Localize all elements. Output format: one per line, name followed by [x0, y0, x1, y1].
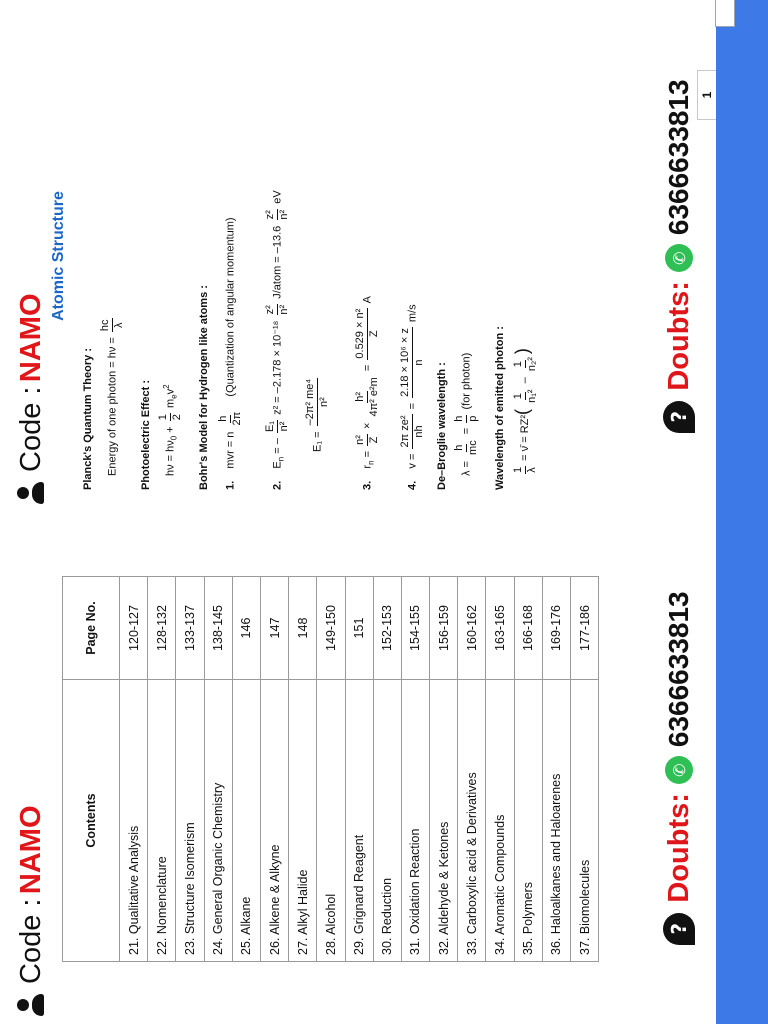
table-row [317, 577, 345, 962]
bohr-num-1: 1. [224, 480, 237, 490]
bohr-eq-1 [218, 217, 243, 490]
contents-header: Contents [63, 680, 120, 962]
footer-bar [716, 512, 768, 1024]
bohr-e3-fraction-1 [355, 434, 380, 446]
table-row [232, 577, 260, 962]
bohr-e4-unit: m/s [406, 304, 419, 323]
page-number: 1 [697, 70, 716, 120]
photo-plus: + [164, 426, 177, 433]
doubts-label: Doubts: [662, 281, 695, 391]
code-header [6, 293, 56, 504]
bohr-e1b-num: –2π² me⁴ [304, 378, 316, 426]
page-no-cell: 149-150 [317, 577, 345, 680]
page-no-cell: 154-155 [401, 577, 429, 680]
wavelength-open-paren: ( [512, 408, 532, 415]
bohr-e3-fraction-3 [355, 308, 380, 360]
wavelength-mid: = ν̄ = RZ² [519, 414, 531, 461]
wavelength-b-den: n₂² [525, 357, 538, 372]
debroglie-eq: = [460, 427, 473, 435]
bohr-e1-note: (Quantization of angular momentum) [224, 217, 237, 397]
bohr-e3-eq: = [361, 450, 374, 458]
debroglie-note: (for photon) [460, 352, 473, 410]
bohr-heading: Bohr's Model for Hydrogen like atoms : [198, 285, 210, 490]
bohr-e3-f3-num: 0.529 × n² [354, 308, 366, 359]
page-no-cell: 166-168 [514, 577, 542, 680]
bohr-e1b-lhs: E₁ = [311, 431, 324, 452]
page-no-cell: 128-132 [148, 577, 176, 680]
planck-prefix: Energy of one photon = hν = [106, 337, 119, 476]
bohr-e3-unit: A [361, 295, 374, 304]
page-no-cell: 169-176 [542, 577, 570, 680]
debroglie-f2-num: h [453, 415, 465, 422]
code-name: NAMO [14, 805, 47, 895]
bohr-num-3: 3. [361, 480, 374, 490]
doubts-banner [642, 0, 716, 512]
bohr-e4-eq: = [406, 402, 419, 410]
page-no-cell: 156-159 [430, 577, 458, 680]
bohr-e3-lhs: r [361, 464, 374, 469]
code-label: Code : [14, 898, 47, 984]
contents-cell: 37. Biomolecules [571, 680, 599, 962]
table-row [148, 577, 176, 962]
photo-m-sub: e [169, 394, 179, 399]
bohr-e2-lhs-sub: n [276, 456, 286, 462]
page-no-header: Page No. [63, 577, 120, 680]
bohr-e3-f1-den: Z [368, 436, 380, 444]
photoelectric-heading: Photoelectric Effect : [140, 379, 152, 490]
code-label: Code : [14, 386, 47, 472]
contents-cell: 27. Alkyl Halide [289, 680, 317, 962]
page-no-cell: 133-137 [176, 577, 204, 680]
bohr-e4-fraction-2 [400, 327, 425, 398]
page-no-cell: 148 [289, 577, 317, 680]
question-bubble-icon: ? [663, 913, 695, 945]
contents-cell: 36. Haloalkanes and Haloarenes [542, 680, 570, 962]
bohr-num-2: 2. [271, 480, 284, 490]
page-no-cell: 163-165 [486, 577, 514, 680]
wavelength-lhs-den: λ [525, 467, 538, 473]
bohr-e3-fraction-2 [355, 376, 380, 417]
photo-num: 1 [157, 414, 169, 421]
contents-table [62, 576, 599, 962]
person-logo-icon [17, 994, 45, 1016]
bohr-e1-fraction [218, 411, 243, 427]
table-row [458, 577, 486, 962]
wavelength-equation [512, 348, 538, 476]
wavelength-fraction-b [513, 356, 538, 372]
table-row [542, 577, 570, 962]
code-header [6, 805, 56, 1016]
whatsapp-icon: ✆ [665, 244, 693, 272]
page-no-cell: 151 [345, 577, 373, 680]
contents-cell: 23. Structure Isomerism [176, 680, 204, 962]
wavelength-lhs-fraction [513, 466, 538, 474]
photo-den: 2 [171, 414, 183, 421]
photoelectric-equation [158, 384, 183, 476]
phone-number: 6366633813 [663, 79, 694, 236]
bohr-e3-times: × [361, 422, 374, 430]
person-logo-icon [17, 482, 45, 504]
code-name: NAMO [14, 293, 47, 383]
bohr-e4-lhs: v = [406, 453, 419, 469]
table-row [345, 577, 373, 962]
wavelength-lhs-num: 1 [511, 466, 524, 473]
contents-cell: 29. Grignard Reagent [345, 680, 373, 962]
bohr-e3-f3-den: Z [368, 330, 380, 338]
contents-cell: 26. Alkene & Alkyne [260, 680, 288, 962]
page-no-cell: 146 [232, 577, 260, 680]
contents-cell: 21. Qualitative Analysis [120, 680, 148, 962]
contents-cell: 22. Nomenclature [148, 680, 176, 962]
table-row [260, 577, 288, 962]
contents-cell: 35. Polymers [514, 680, 542, 962]
debroglie-f2-den: p [467, 415, 479, 422]
wavelength-fraction-a [513, 388, 538, 404]
footer-tab [715, 0, 735, 27]
wavelength-minus: – [519, 377, 531, 384]
bohr-e1b-fraction [305, 378, 330, 427]
toc-page [0, 512, 768, 1024]
planck-num: hc [99, 319, 111, 332]
bohr-e3-f1-num: n² [354, 435, 366, 445]
photo-v: v [164, 388, 177, 395]
wavelength-a-den: n₁² [525, 389, 538, 403]
debroglie-f1-num: h [453, 444, 465, 451]
photo-fraction [158, 413, 183, 421]
bohr-e4-f2-den: n [413, 359, 425, 366]
bohr-e2-lhs: E [271, 461, 284, 469]
contents-cell: 30. Reduction [373, 680, 401, 962]
wavelength-close-paren: ) [512, 348, 532, 355]
bohr-e2-f2-den: n² [278, 304, 290, 315]
bohr-e2-f3-num: z² [264, 210, 276, 220]
footer-bar [716, 0, 768, 512]
table-row [571, 577, 599, 962]
contents-cell: 28. Alcohol [317, 680, 345, 962]
bohr-e2-eq: = – [271, 438, 284, 454]
contents-cell: 31. Oxidation Reaction [401, 680, 429, 962]
debroglie-fraction-1 [454, 439, 479, 456]
wavelength-b-num: 1 [511, 361, 524, 368]
debroglie-fraction-2 [454, 415, 479, 423]
table-row [176, 577, 204, 962]
wavelength-a-num: 1 [511, 393, 524, 400]
bohr-num-4: 4. [406, 480, 419, 490]
page-no-cell: 177-186 [571, 577, 599, 680]
contents-cell: 34. Aromatic Compounds [486, 680, 514, 962]
table-row [289, 577, 317, 962]
table-row [373, 577, 401, 962]
page-title: Atomic Structure [50, 191, 67, 321]
bohr-eq-3 [355, 296, 380, 490]
bohr-e4-f1-num: 2π ze² [399, 415, 411, 448]
planck-heading: Planck's Quantum Theory : [82, 348, 94, 490]
page-no-cell: 160-162 [458, 577, 486, 680]
bohr-e3-f2-den: 4π² e²m [368, 377, 380, 417]
bohr-e2-fraction-3 [265, 209, 290, 221]
planck-equation [100, 316, 125, 476]
bohr-e1-energy [305, 376, 330, 452]
planck-den: λ [113, 322, 125, 329]
bohr-eq-4 [400, 304, 425, 490]
page-no-cell: 120-127 [120, 577, 148, 680]
debroglie-lhs: λ = [460, 461, 473, 476]
doubts-banner [642, 512, 716, 1024]
bohr-e2-f1-num: E₁ [264, 420, 276, 433]
table-row [401, 577, 429, 962]
contents-cell: 24. General Organic Chemistry [204, 680, 232, 962]
bohr-e1-num: h [217, 415, 229, 422]
question-bubble-icon: ? [663, 401, 695, 433]
contents-cell: 25. Alkane [232, 680, 260, 962]
photo-m: m [164, 398, 177, 409]
photo-lhs-sub: 0 [169, 435, 179, 441]
whatsapp-icon: ✆ [665, 756, 693, 784]
table-row [486, 577, 514, 962]
bohr-e1-den: 2π [231, 411, 243, 426]
table-header-row [63, 577, 120, 962]
bohr-e2-unit: J/atom = –13.6 [271, 225, 284, 299]
debroglie-f1-den: mc [467, 440, 479, 455]
table-row [120, 577, 148, 962]
phone-number: 6366633813 [663, 591, 694, 748]
wavelength-heading: Wavelength of emitted photon : [494, 326, 506, 490]
bohr-e2-f1-den: n² [278, 421, 290, 432]
doubts-label: Doubts: [662, 793, 695, 903]
planck-fraction [100, 318, 125, 332]
bohr-e2-f3-den: n² [278, 209, 290, 220]
bohr-e2-mid: z² = –2.178 × 10⁻¹⁸ [271, 320, 284, 415]
page-no-cell: 138-145 [204, 577, 232, 680]
contents-cell: 32. Aldehyde & Ketones [430, 680, 458, 962]
bohr-e2-f2-num: z² [264, 305, 276, 315]
bohr-e3-eq2: = [361, 364, 374, 372]
bohr-e4-f2-num: 2.18 × 10⁶ × z [399, 328, 411, 397]
bohr-eq-2 [265, 190, 290, 490]
contents-cell: 33. Carboxylic acid & Derivatives [458, 680, 486, 962]
bohr-e4-f1-den: nh [413, 425, 425, 438]
contents-table-body [120, 577, 599, 962]
bohr-e1-lhs: mvr = n [224, 431, 237, 469]
table-row [514, 577, 542, 962]
bohr-e2-fraction-1 [265, 420, 290, 433]
bohr-e3-lhs-sub: n [366, 460, 376, 465]
bohr-e2-fraction-2 [265, 304, 290, 316]
bohr-e1b-den: n² [318, 397, 330, 408]
page-no-cell: 152-153 [373, 577, 401, 680]
photo-lhs: hν = hν [164, 440, 177, 476]
table-row [430, 577, 458, 962]
bohr-e4-fraction-1 [400, 414, 425, 448]
bohr-e2-unit2: eV [271, 190, 284, 204]
photo-v-sup: 2 [161, 384, 171, 389]
debroglie-equation [454, 353, 479, 476]
page-no-cell: 147 [260, 577, 288, 680]
table-row [204, 577, 232, 962]
bohr-e3-f2-num: h² [354, 391, 366, 402]
debroglie-heading: De–Broglie wavelength : [436, 362, 448, 490]
